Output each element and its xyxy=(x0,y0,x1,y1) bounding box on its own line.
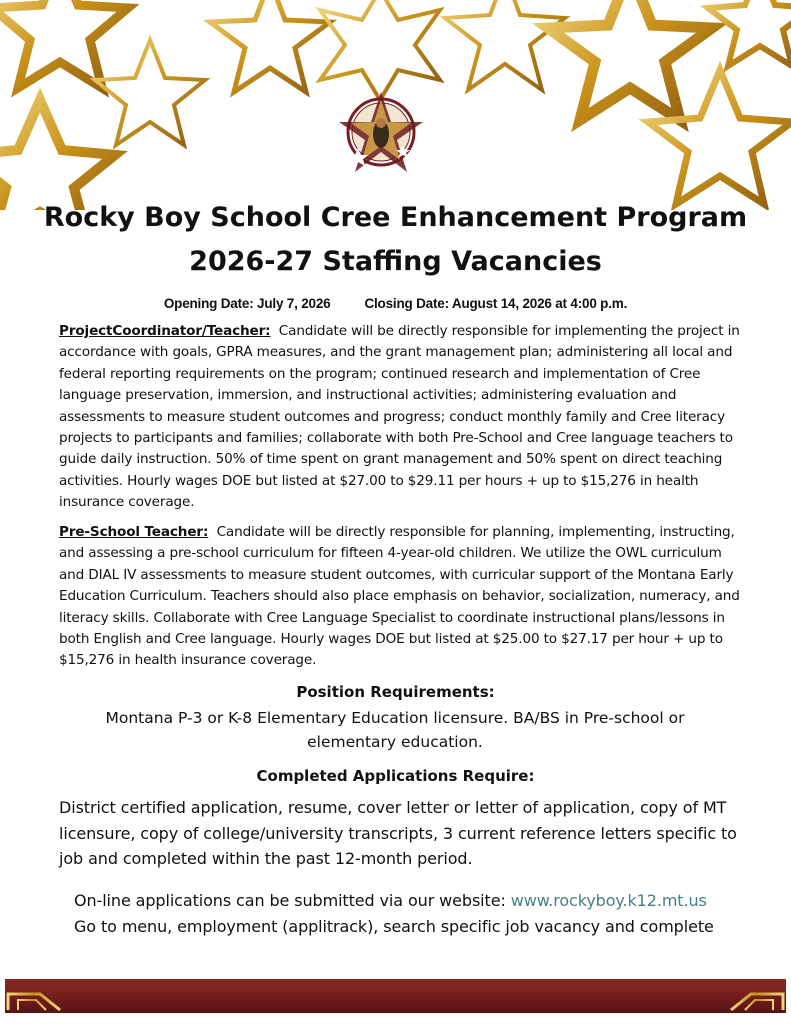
star-icon xyxy=(445,0,565,90)
position-coordinator xyxy=(59,321,749,514)
website-link[interactable]: www.rockyboy.k12.mt.us xyxy=(510,891,707,910)
footer-border-decoration xyxy=(0,976,791,1016)
requirements-text: Montana P-3 or K-8 Elementary Education licensure. BA/BS in Pre-school or elementary education. xyxy=(105,709,685,751)
applications-text: District certified application, resume, cover letter or letter of application, copy of MT licensure, copy of college/university transcripts, 3 current reference letters specific to job and completed within the past 12-month period. xyxy=(59,798,737,868)
school-logo-seal xyxy=(335,90,427,180)
applications-heading: Completed Applications Require: xyxy=(256,767,535,785)
star-icon xyxy=(548,0,712,120)
requirements-heading: Position Requirements: xyxy=(296,683,495,701)
star-icon xyxy=(320,0,440,100)
online-prefix: On-line applications can be submitted via our website: xyxy=(74,891,506,910)
page-title-line1: Rocky Boy School Cree Enhancement Program xyxy=(43,202,748,233)
position-title: Pre-School Teacher: xyxy=(59,524,209,540)
closing-date: Closing Date: August 14, 2026 at 4:00 p.m. xyxy=(364,296,628,311)
star-icon xyxy=(95,40,205,145)
star-icon xyxy=(0,100,115,210)
online-application-info xyxy=(74,888,764,939)
position-preschool-teacher xyxy=(59,522,749,672)
page-title-line2: 2026-27 Staffing Vacancies xyxy=(189,246,602,277)
position-description: Candidate will be directly responsible for implementing the project in accordance with goals, GPRA measures, and the grant management plan; administering all local and federal reporting requirements on the program; continued research and implementation of Cree language preservation, immersion, and instructional activities; administering evaluation and assessments to measure student outcomes and progress; conduct monthly family and Cree literacy projects to participants and families; collaborate with both Pre-School and Cree language teachers to guide daily instruction. 50% of time spent on grant management and 50% spent on direct teaching activities. Hourly wages DOE but listed at $27.00 to $29.11 per hours + up to $15,276 in health insurance coverage. xyxy=(59,323,740,511)
opening-date: Opening Date: July 7, 2026 xyxy=(163,296,331,311)
online-instructions: Go to menu, employment (applitrack), search specific job vacancy and complete xyxy=(74,916,714,936)
position-title: ProjectCoordinator/Teacher: xyxy=(59,323,271,339)
application-dates xyxy=(0,296,791,311)
star-icon xyxy=(210,0,330,92)
star-icon xyxy=(708,0,791,66)
star-icon xyxy=(0,0,128,88)
position-description: Candidate will be directly responsible for planning, implementing, instructing, and assessing a pre-school curriculum for fifteen 4-year-old children. We utilize the OWL curriculum and DIAL IV assessments to measure student outcomes, with curricular support of the Montana Early Education Curriculum. Teachers should also place emphasis on behavior, socialization, numeracy, and literacy skills. Collaborate with Cree Language Specialist to coordinate instructional plans/lessons in both English and Cree language. Hourly wages DOE but listed at $25.00 to $27.17 per hour + up to $15,276 in health insurance coverage. xyxy=(59,524,740,669)
